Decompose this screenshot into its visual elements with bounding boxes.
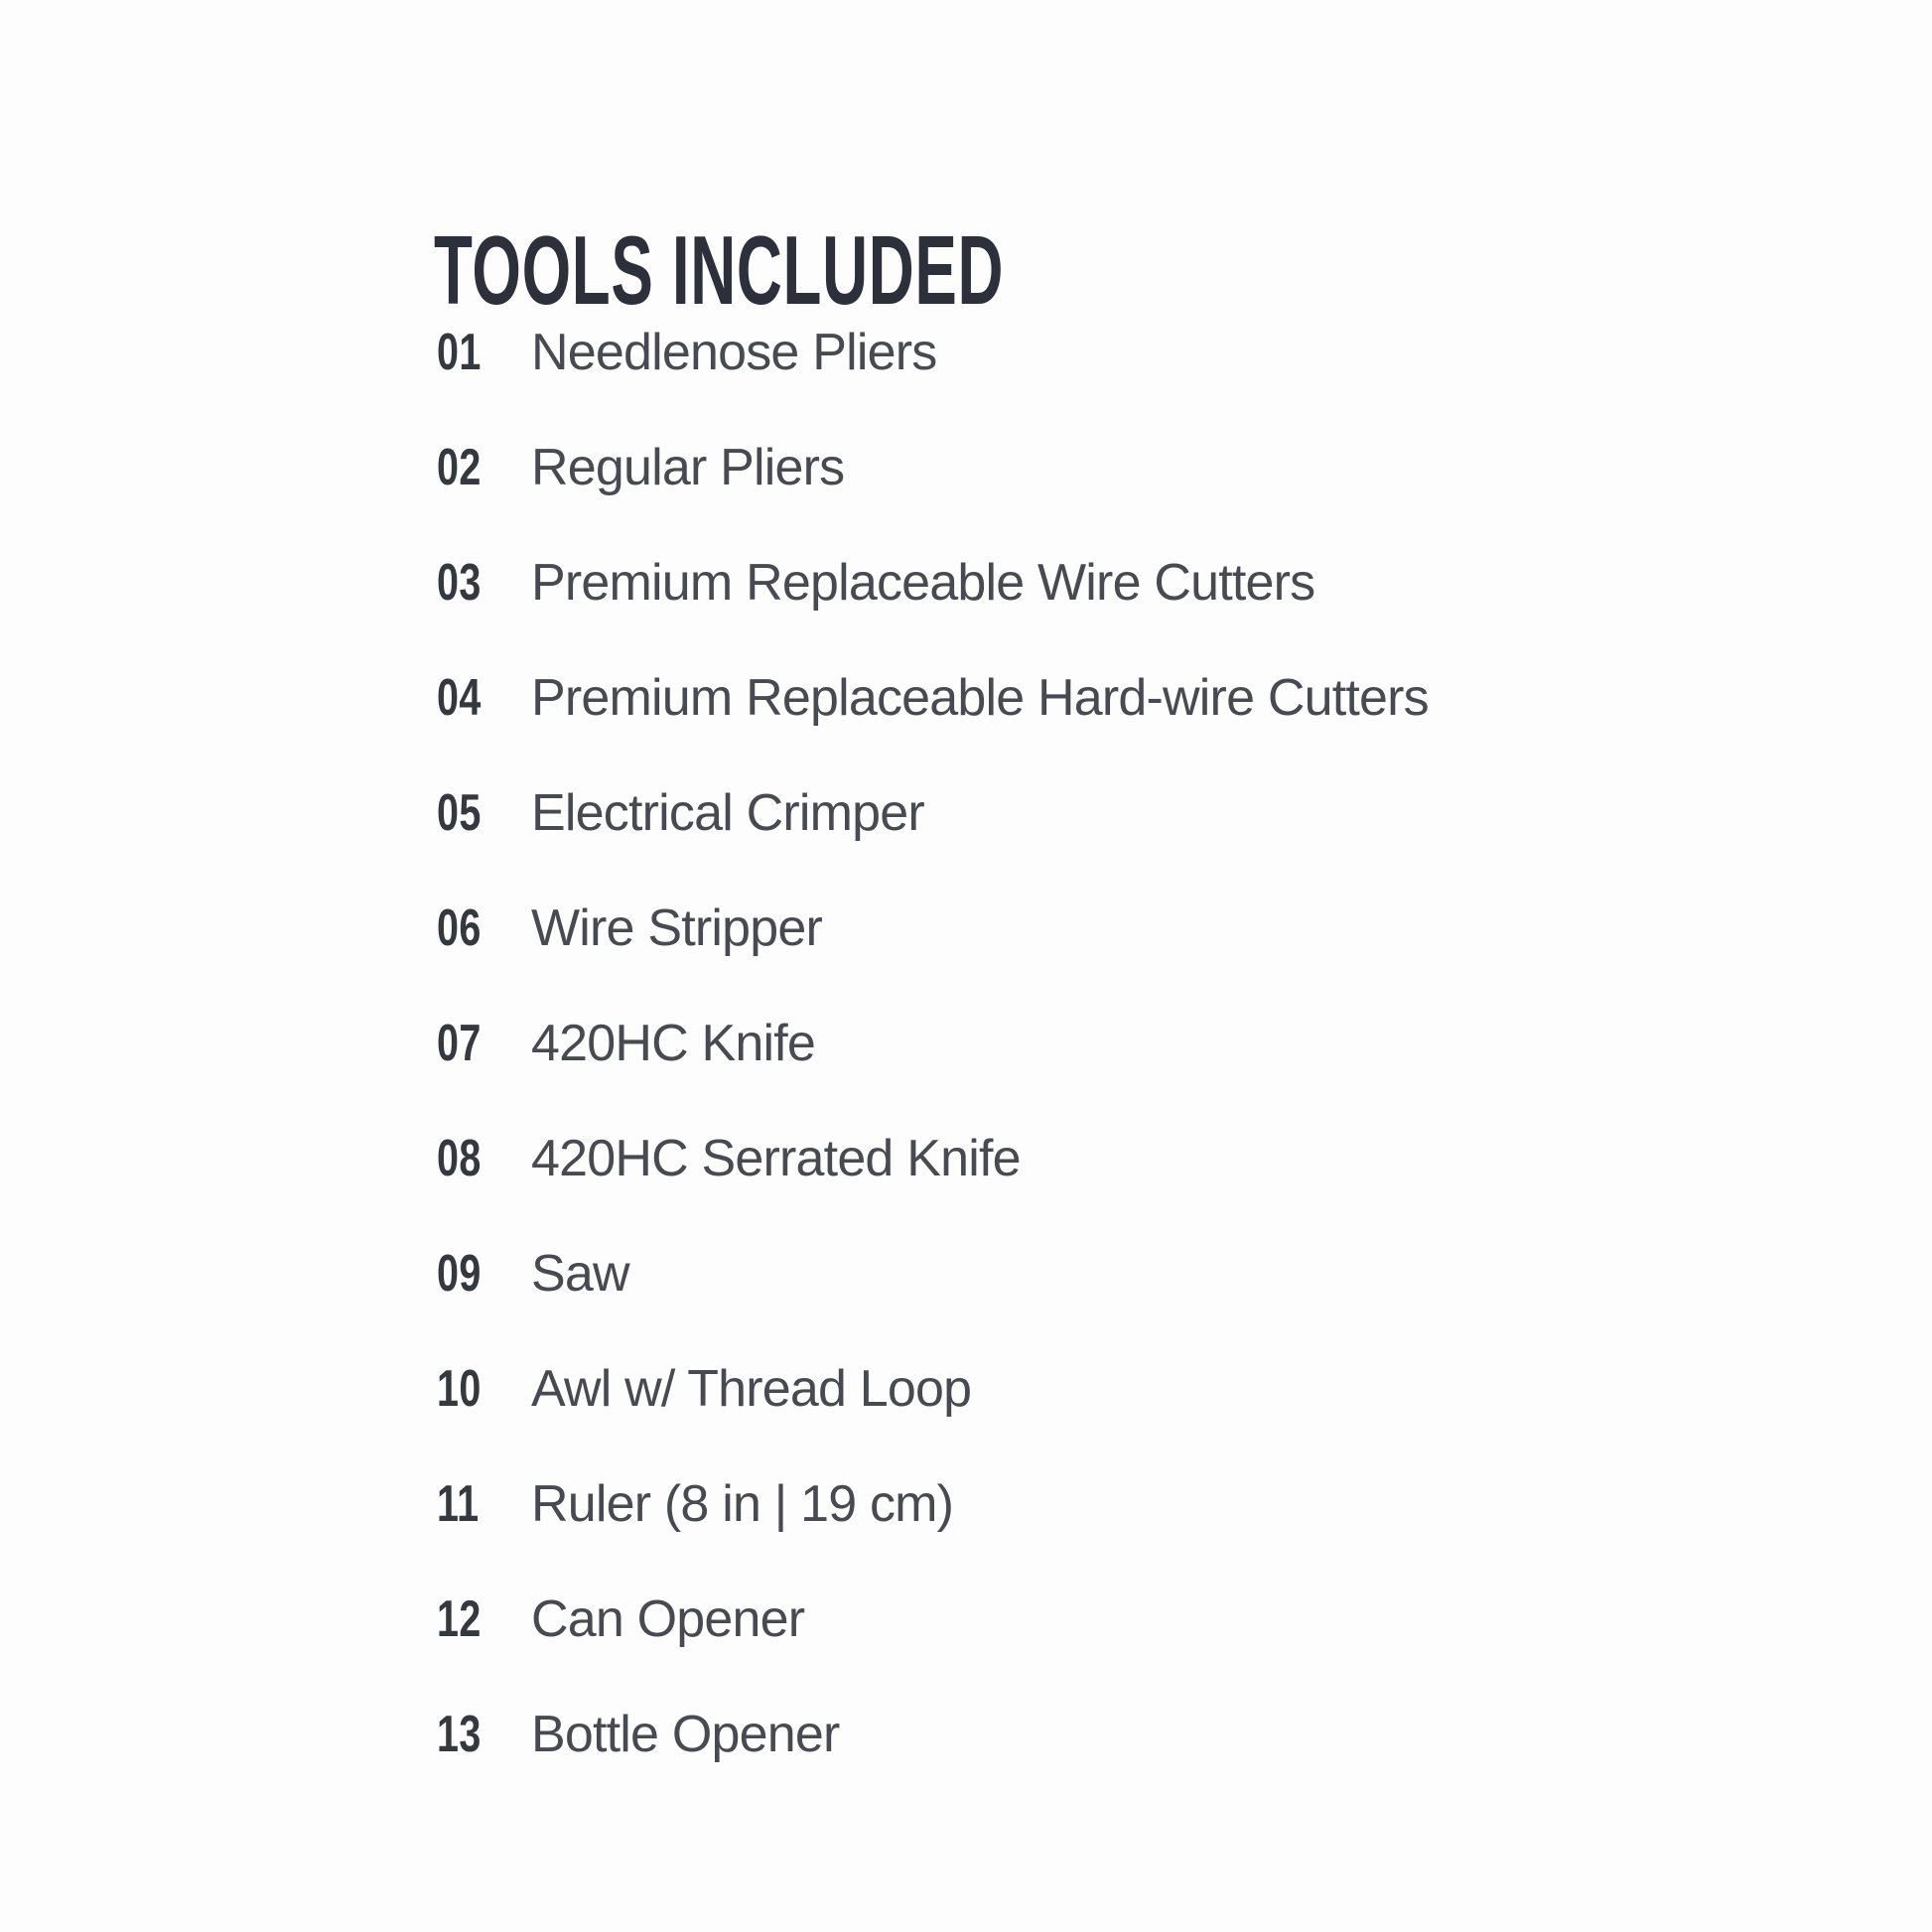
tool-label: Wire Stripper	[531, 899, 822, 957]
tool-label: Bottle Opener	[531, 1706, 840, 1763]
tool-label: Regular Pliers	[531, 439, 845, 496]
tool-row	[437, 756, 1429, 871]
page-title: TOOLS INCLUDED	[434, 214, 1005, 325]
tool-row	[437, 1447, 1429, 1562]
tool-label: Saw	[531, 1245, 629, 1303]
tool-number: 10	[437, 1360, 482, 1418]
tool-number: 02	[437, 439, 482, 496]
tool-row	[437, 640, 1429, 756]
tool-number: 05	[437, 784, 482, 842]
tool-label: Premium Replaceable Wire Cutters	[531, 554, 1315, 612]
tool-number: 04	[437, 669, 482, 727]
tool-row	[437, 295, 1429, 410]
tool-number: 03	[437, 554, 482, 612]
tool-number: 13	[437, 1706, 482, 1763]
tool-number: 06	[437, 899, 482, 957]
tool-label: Electrical Crimper	[531, 784, 924, 842]
tool-label: 420HC Knife	[531, 1015, 816, 1072]
tool-number: 08	[437, 1130, 482, 1187]
tool-row	[437, 1101, 1429, 1216]
tool-row	[437, 1677, 1429, 1792]
tool-number: 12	[437, 1590, 482, 1648]
tool-label: 420HC Serrated Knife	[531, 1130, 1021, 1187]
tool-row	[437, 525, 1429, 640]
tool-label: Ruler (8 in | 19 cm)	[531, 1475, 954, 1533]
tool-row	[437, 1216, 1429, 1331]
tool-row	[437, 871, 1429, 986]
tool-row	[437, 1562, 1429, 1677]
tool-number: 01	[437, 324, 482, 381]
tool-label: Awl w/ Thread Loop	[531, 1360, 972, 1418]
tool-label: Premium Replaceable Hard-wire Cutters	[531, 669, 1429, 727]
tool-row	[437, 410, 1429, 525]
tools-included-list	[437, 295, 1429, 1792]
tool-number: 11	[437, 1475, 480, 1533]
tool-label: Can Opener	[531, 1590, 805, 1648]
tool-number: 07	[437, 1015, 482, 1072]
tool-row	[437, 986, 1429, 1101]
tool-row	[437, 1331, 1429, 1447]
tool-label: Needlenose Pliers	[531, 324, 937, 381]
tool-number: 09	[437, 1245, 482, 1303]
